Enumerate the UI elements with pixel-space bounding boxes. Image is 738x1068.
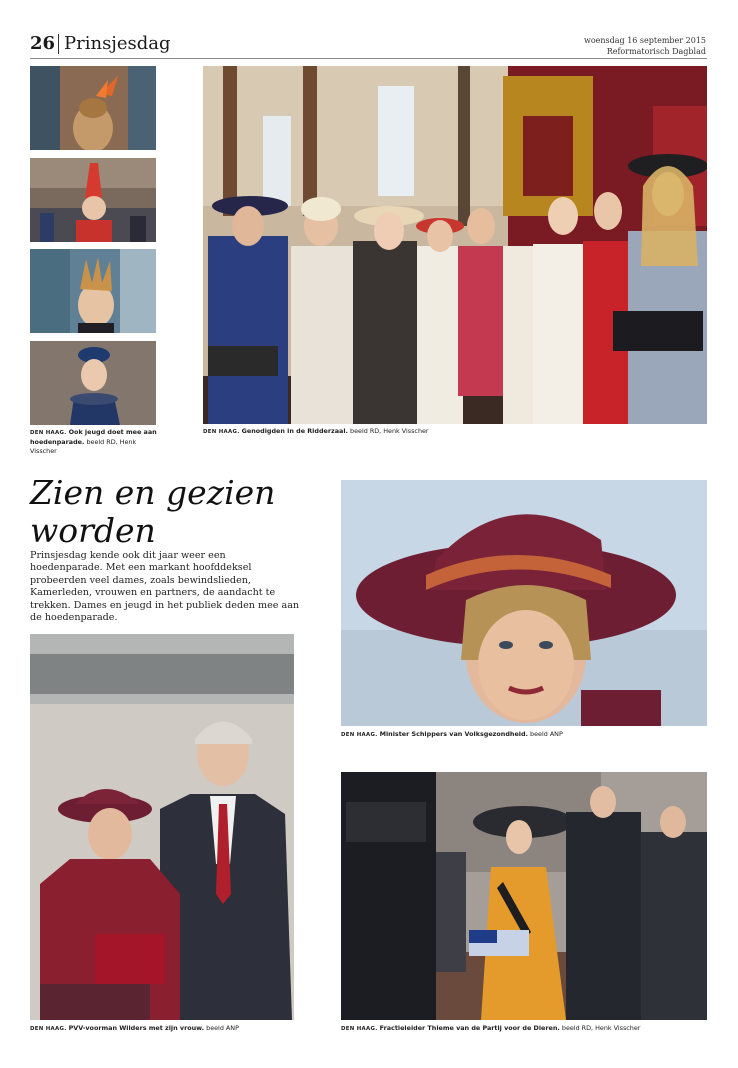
caption-wilders <box>30 1024 294 1034</box>
caption-thieme <box>341 1024 707 1034</box>
photo-girl-orange-hat <box>30 66 156 150</box>
caption-title: Minister Schippers van Volksgezondheid. <box>379 730 528 738</box>
caption-title: PVV-voorman Wilders met zijn vrouw. <box>68 1024 205 1032</box>
caption-credit: beeld RD, Henk Visscher <box>30 438 137 455</box>
caption-title: Genodigden in de Ridderzaal. <box>241 427 348 435</box>
header-rule <box>30 58 707 59</box>
caption-credit: beeld ANP <box>530 730 563 738</box>
photo-minister-schippers <box>341 480 707 726</box>
caption-place: DEN HAAG. <box>30 1026 67 1032</box>
caption-place: DEN HAAG. <box>30 430 67 436</box>
caption-place: DEN HAAG. <box>341 1026 378 1032</box>
masthead-info <box>584 35 706 57</box>
headline-line-1: Zien en gezien <box>30 473 276 512</box>
caption-thumbnails <box>30 428 158 456</box>
caption-title: Fractieleider Thieme van de Partij voor de Dieren. <box>379 1024 560 1032</box>
caption-schippers <box>341 730 707 740</box>
issue-date: woensdag 16 september 2015 <box>583 36 706 45</box>
caption-credit: beeld ANP <box>206 1024 239 1032</box>
caption-credit: beeld RD, Henk Visscher <box>350 427 429 435</box>
header-divider <box>58 34 59 54</box>
caption-place: DEN HAAG. <box>341 732 378 738</box>
caption-title: Ook jeugd doet mee aan hoedenparade. <box>30 428 157 446</box>
publication-name: Reformatorisch Dagblad <box>606 47 706 56</box>
page-number: 26 <box>30 33 56 54</box>
photo-child-red-hat <box>30 158 156 242</box>
caption-ridderzaal <box>203 427 683 437</box>
section-title: Prinsjesdag <box>64 33 171 54</box>
photo-thieme-interview <box>341 772 707 1020</box>
headline-line-2: worden <box>30 511 156 550</box>
photo-wilders-and-wife <box>30 634 294 1020</box>
photo-ridderzaal-guests <box>203 66 707 424</box>
article-intro: Prinsjesdag kende ook dit jaar weer een hoedenparade. Met een markant hoofddeksel probeerden veel dames, zoals bewindslieden, Kamerleden, vrouwen en partners, de aandacht te trekken. Dames en jeugd in het publiek deden mee aan de hoedenparade. <box>30 550 300 624</box>
photo-girl-blue-beret <box>30 341 156 425</box>
article-headline <box>30 474 330 550</box>
caption-place: DEN HAAG. <box>203 429 240 435</box>
caption-credit: beeld RD, Henk Visscher <box>561 1024 641 1032</box>
photo-girl-spiky-hair <box>30 249 156 333</box>
